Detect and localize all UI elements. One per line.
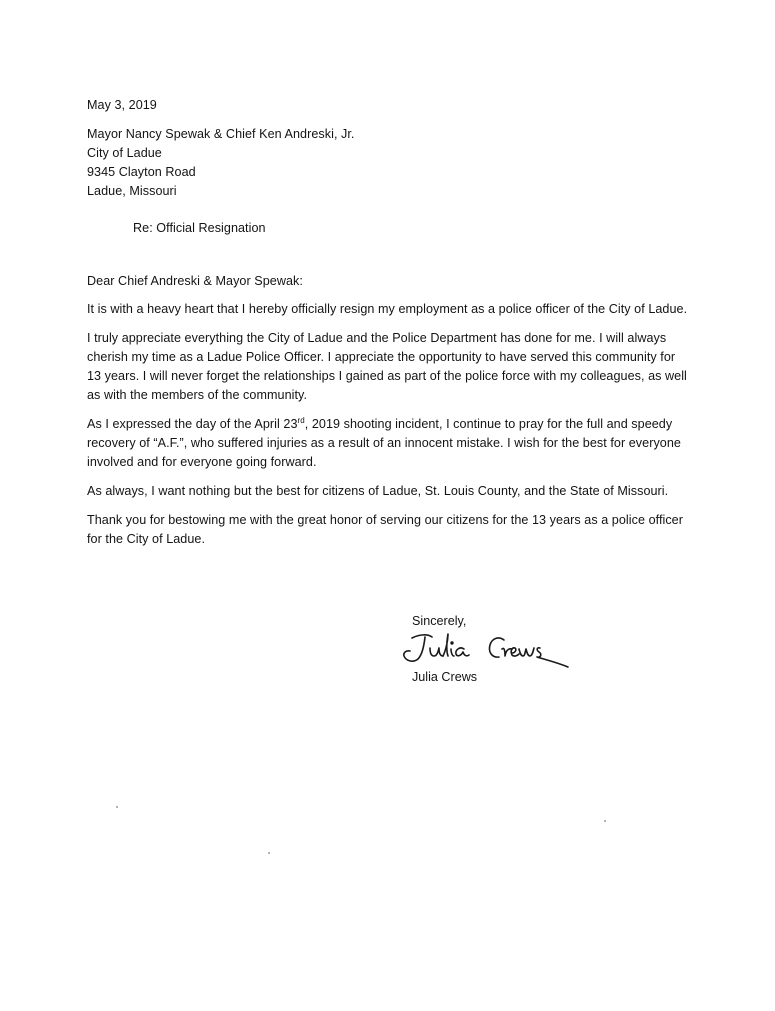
subject-line: Re: Official Resignation xyxy=(133,221,266,235)
recipient-line-4: Ladue, Missouri xyxy=(87,184,177,198)
salutation: Dear Chief Andreski & Mayor Spewak: xyxy=(87,274,303,288)
scan-speck xyxy=(116,806,118,808)
paragraph-3 xyxy=(87,415,692,472)
recipient-address xyxy=(87,125,692,201)
letter-body xyxy=(87,96,692,559)
recipient-line-1: Mayor Nancy Spewak & Chief Ken Andreski, Jr. xyxy=(87,127,355,141)
ordinal-suffix: rd xyxy=(297,415,305,425)
paragraph-4: As always, I want nothing but the best for citizens of Ladue, St. Louis County, and the State of Missouri. xyxy=(87,484,669,498)
letter-date: May 3, 2019 xyxy=(87,98,157,112)
paragraph-2: I truly appreciate everything the City of Ladue and the Police Department has done for me. I will always cherish my time as a Ladue Police Officer. I appreciate the opportunity to have served this community for 13 years. I will never forget the relationships I gained as part of the police force with my colleagues, as well as with the members of the community. xyxy=(87,331,687,402)
signer-name: Julia Crews xyxy=(412,670,478,684)
paragraph-1: It is with a heavy heart that I hereby officially resign my employment as a police officer of the City of Ladue. xyxy=(87,302,688,316)
scan-speck xyxy=(604,820,606,822)
paragraph-3-end: , 2019 shooting incident, I continue to pray for the full and speedy recovery of “A.F.”, who suffered injuries as a result of an innocent mistake. I wish for the best for everyone involved and for everyone going forward. xyxy=(87,417,681,469)
recipient-line-3: 9345 Clayton Road xyxy=(87,165,196,179)
scan-speck xyxy=(268,852,270,854)
closing: Sincerely, xyxy=(412,614,467,628)
paragraph-3-start: As I expressed the day of the April 23 xyxy=(87,417,298,431)
recipient-line-2: City of Ladue xyxy=(87,146,162,160)
paragraph-5: Thank you for bestowing me with the great honor of serving our citizens for the 13 years as a police officer for the City of Ladue. xyxy=(87,513,683,546)
